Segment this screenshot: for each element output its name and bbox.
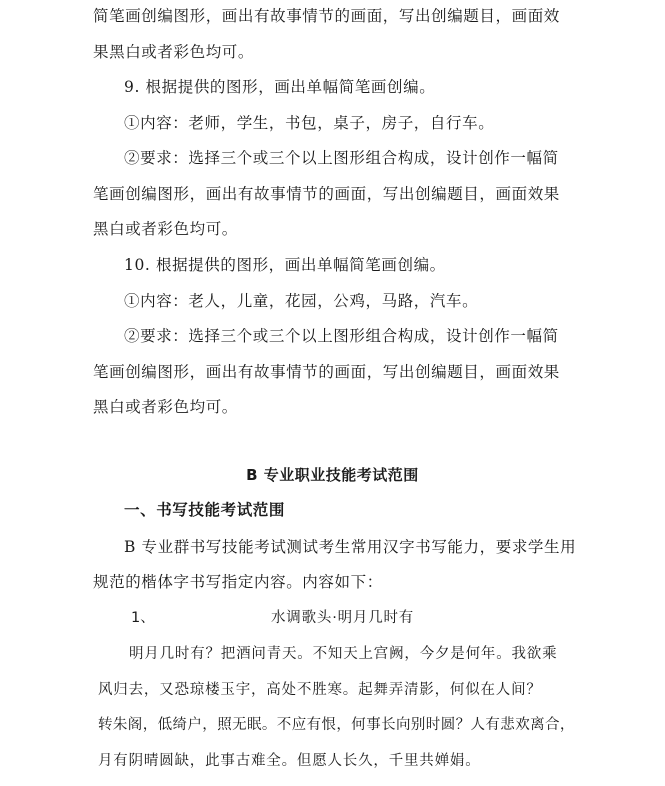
item-9-requirement-cont: 黑白或者彩色均可。 (93, 220, 238, 238)
poem-line: 转朱阁，低绮户，照无眠。不应有恨，何事长向别时圆？人有悲欢离合， (98, 717, 575, 733)
item-10-content: ①内容：老人，儿童，花园，公鸡，马路，汽车。 (124, 292, 479, 310)
item-9-title: 9. 根据提供的图形，画出单幅简笔画创编。 (124, 78, 436, 96)
item-10-requirement-cont: 笔画创编图形，画出有故事情节的画面，写出创编题目，画面效果 (93, 363, 560, 381)
item-10-requirement-cont: 黑白或者彩色均可。 (93, 398, 238, 416)
poem-line: 明月几时有？把酒问青天。不知天上宫阙，今夕是何年。我欲乘 (129, 646, 558, 662)
paragraph-line: 简笔画创编图形，画出有故事情节的画面，写出创编题目，画面效 (93, 7, 560, 25)
item-10-requirement: ②要求：选择三个或三个以上图形组合构成，设计创作一幅简 (124, 327, 559, 345)
item-9-requirement: ②要求：选择三个或三个以上图形组合构成，设计创作一幅简 (124, 149, 559, 167)
section-heading: 一、书写技能考试范围 (124, 501, 286, 519)
poem-line: 风归去，又恐琼楼玉宇，高处不胜寒。起舞弄清影，何似在人间？ (98, 682, 542, 698)
poem-title: 水调歌头·明月几时有 (271, 610, 415, 626)
poem-number: 1、 (131, 610, 155, 626)
item-10-title: 10. 根据提供的图形，画出单幅简笔画创编。 (124, 256, 446, 274)
intro-line: B 专业群书写技能考试测试考生常用汉字书写能力，要求学生用 (124, 538, 577, 556)
item-9-requirement-cont: 笔画创编图形，画出有故事情节的画面，写出创编题目，画面效果 (93, 185, 560, 203)
section-b-title: B 专业职业技能考试范围 (246, 466, 419, 484)
poem-line: 月有阴晴圆缺，此事古难全。但愿人长久，千里共婵娟。 (98, 753, 481, 769)
intro-line: 规范的楷体字书写指定内容。内容如下： (93, 573, 383, 591)
item-9-content: ①内容：老师，学生，书包，桌子，房子，自行车。 (124, 114, 495, 132)
paragraph-line: 果黑白或者彩色均可。 (93, 43, 255, 61)
